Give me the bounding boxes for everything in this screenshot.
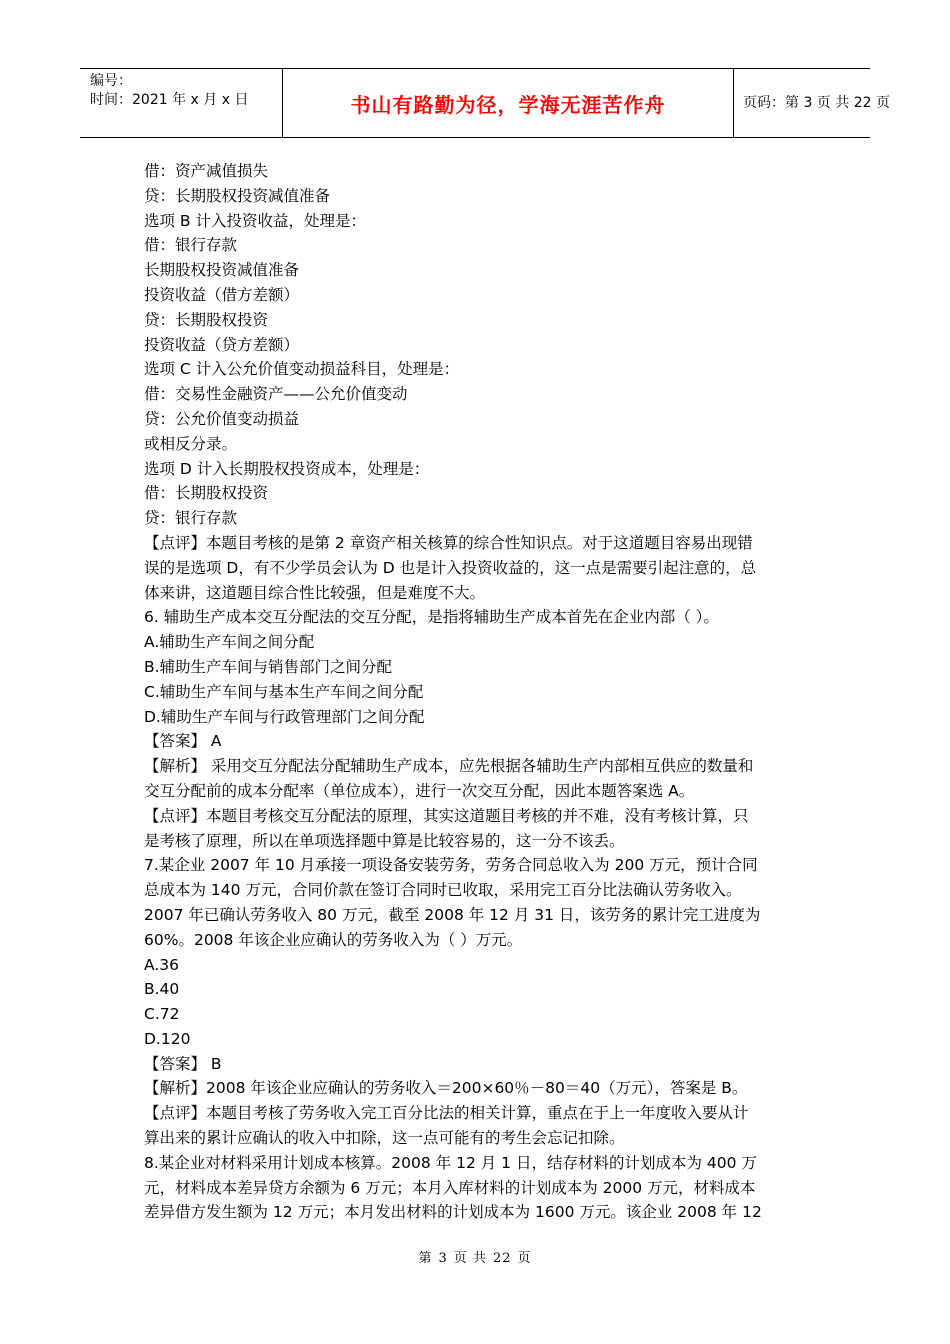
text-line: 60%。2008 年该企业应确认的劳务收入为（ ）万元。 <box>144 930 523 949</box>
text-line: D.辅助生产车间与行政管理部门之间分配 <box>144 707 425 726</box>
text-line: 【答案】 A <box>144 732 222 751</box>
header-motto: 书山有路勤为径，学海无涯苦作舟 <box>350 93 666 117</box>
footer-page-prefix: 第 <box>418 1251 433 1266</box>
text-line: 选项 C 计入公允价值变动损益科目，处理是： <box>144 360 460 379</box>
text-line: 借：银行存款 <box>144 236 238 255</box>
text-line: 算出来的累计应确认的收入中扣除，这一点可能有的考生会忘记扣除。 <box>144 1129 625 1148</box>
text-line: C.辅助生产车间与基本生产车间之间分配 <box>144 682 424 701</box>
text-line: 总成本为 140 万元，合同价款在签订合同时已收取，采用完工百分比法确认劳务收入。 <box>144 881 742 900</box>
page-footer <box>0 1247 950 1266</box>
text-line: 长期股权投资减值准备 <box>144 261 300 280</box>
text-line: A.36 <box>144 955 179 974</box>
text-line: 【点评】本题目考核了劳务收入完工百分比法的相关计算，重点在于上一年度收入要从计 <box>144 1104 749 1123</box>
header-page-cell <box>733 69 890 137</box>
text-line: 贷：长期股权投资减值准备 <box>144 186 331 205</box>
text-line: 或相反分录。 <box>144 434 238 453</box>
footer-page-suffix: 页 <box>517 1251 532 1266</box>
text-line: 投资收益（贷方差额） <box>144 335 300 354</box>
text-line: 2007 年已确认劳务收入 80 万元，截至 2008 年 12 月 31 日，该劳务的累计完工进度为 <box>144 905 761 924</box>
text-line: 6. 辅助生产成本交互分配法的交互分配，是指将辅助生产成本首先在企业内部（ ）。 <box>144 608 719 627</box>
document-body <box>144 159 824 1225</box>
text-line: 误的是选项 D，有不少学员会认为 D 也是计入投资收益的，这一点是需要引起注意的，总 <box>144 558 757 577</box>
text-line: 借：交易性金融资产——公允价值变动 <box>144 385 408 404</box>
header-motto-cell <box>282 69 734 137</box>
page-header <box>80 68 890 138</box>
text-line: 是考核了原理，所以在单项选择题中算是比较容易的，这一分不该丢。 <box>144 831 625 850</box>
text-line: 贷：长期股权投资 <box>144 310 269 329</box>
text-line: 贷：公允价值变动损益 <box>144 409 300 428</box>
text-line: 投资收益（借方差额） <box>144 285 300 304</box>
text-line: 交互分配前的成本分配率（单位成本），进行一次交互分配，因此本题答案选 A。 <box>144 781 695 800</box>
header-page-info: 页码：第 3 页 共 22 页 <box>743 95 890 111</box>
text-line: 选项 D 计入长期股权投资成本，处理是： <box>144 459 430 478</box>
text-line: 【点评】本题目考核的是第 2 章资产相关核算的综合性知识点。对于这道题目容易出现错 <box>144 533 753 552</box>
header-meta-cell <box>80 69 282 137</box>
footer-page-mid: 页 共 <box>453 1251 487 1266</box>
text-line: C.72 <box>144 1005 180 1024</box>
text-line: 选项 B 计入投资收益，处理是： <box>144 211 366 230</box>
document-date-label: 时间：2021 年 x 月 x 日 <box>90 92 249 108</box>
text-line: 借：长期股权投资 <box>144 484 269 503</box>
text-line: 8.某企业对材料采用计划成本核算。2008 年 12 月 1 日，结存材料的计划成本为 400 万 <box>144 1153 757 1172</box>
document-number-label: 编号： <box>90 73 132 89</box>
text-line: 【点评】本题目考核交互分配法的原理，其实这道题目考核的并不难，没有考核计算，只 <box>144 806 749 825</box>
text-line: A.辅助生产车间之间分配 <box>144 633 315 652</box>
text-line: 借：资产减值损失 <box>144 162 269 180</box>
text-line: 体来讲，这道题目综合性比较强，但是难度不大。 <box>144 583 486 602</box>
text-line: 【解析】2008 年该企业应确认的劳务收入＝200×60％－80＝40（万元），答案是 B。 <box>144 1079 748 1098</box>
footer-page-total: 22 <box>492 1251 512 1266</box>
footer-page-number: 3 <box>438 1251 448 1266</box>
text-line: 7.某企业 2007 年 10 月承接一项设备安装劳务，劳务合同总收入为 200 万元，预计合同 <box>144 856 758 875</box>
text-line: 元，材料成本差异贷方余额为 6 万元；本月入库材料的计划成本为 2000 万元，材料成本 <box>144 1178 756 1197</box>
text-line: 差异借方发生额为 12 万元；本月发出材料的计划成本为 1600 万元。该企业 2008 年 12 <box>144 1203 762 1222</box>
text-line: 【解析】 采用交互分配法分配辅助生产成本，应先根据各辅助生产内部相互供应的数量和 <box>144 757 754 776</box>
text-line: B.40 <box>144 980 180 999</box>
text-line: 贷：银行存款 <box>144 509 238 528</box>
text-line: 【答案】 B <box>144 1054 222 1073</box>
text-line: D.120 <box>144 1029 191 1048</box>
text-line: B.辅助生产车间与销售部门之间分配 <box>144 657 393 676</box>
